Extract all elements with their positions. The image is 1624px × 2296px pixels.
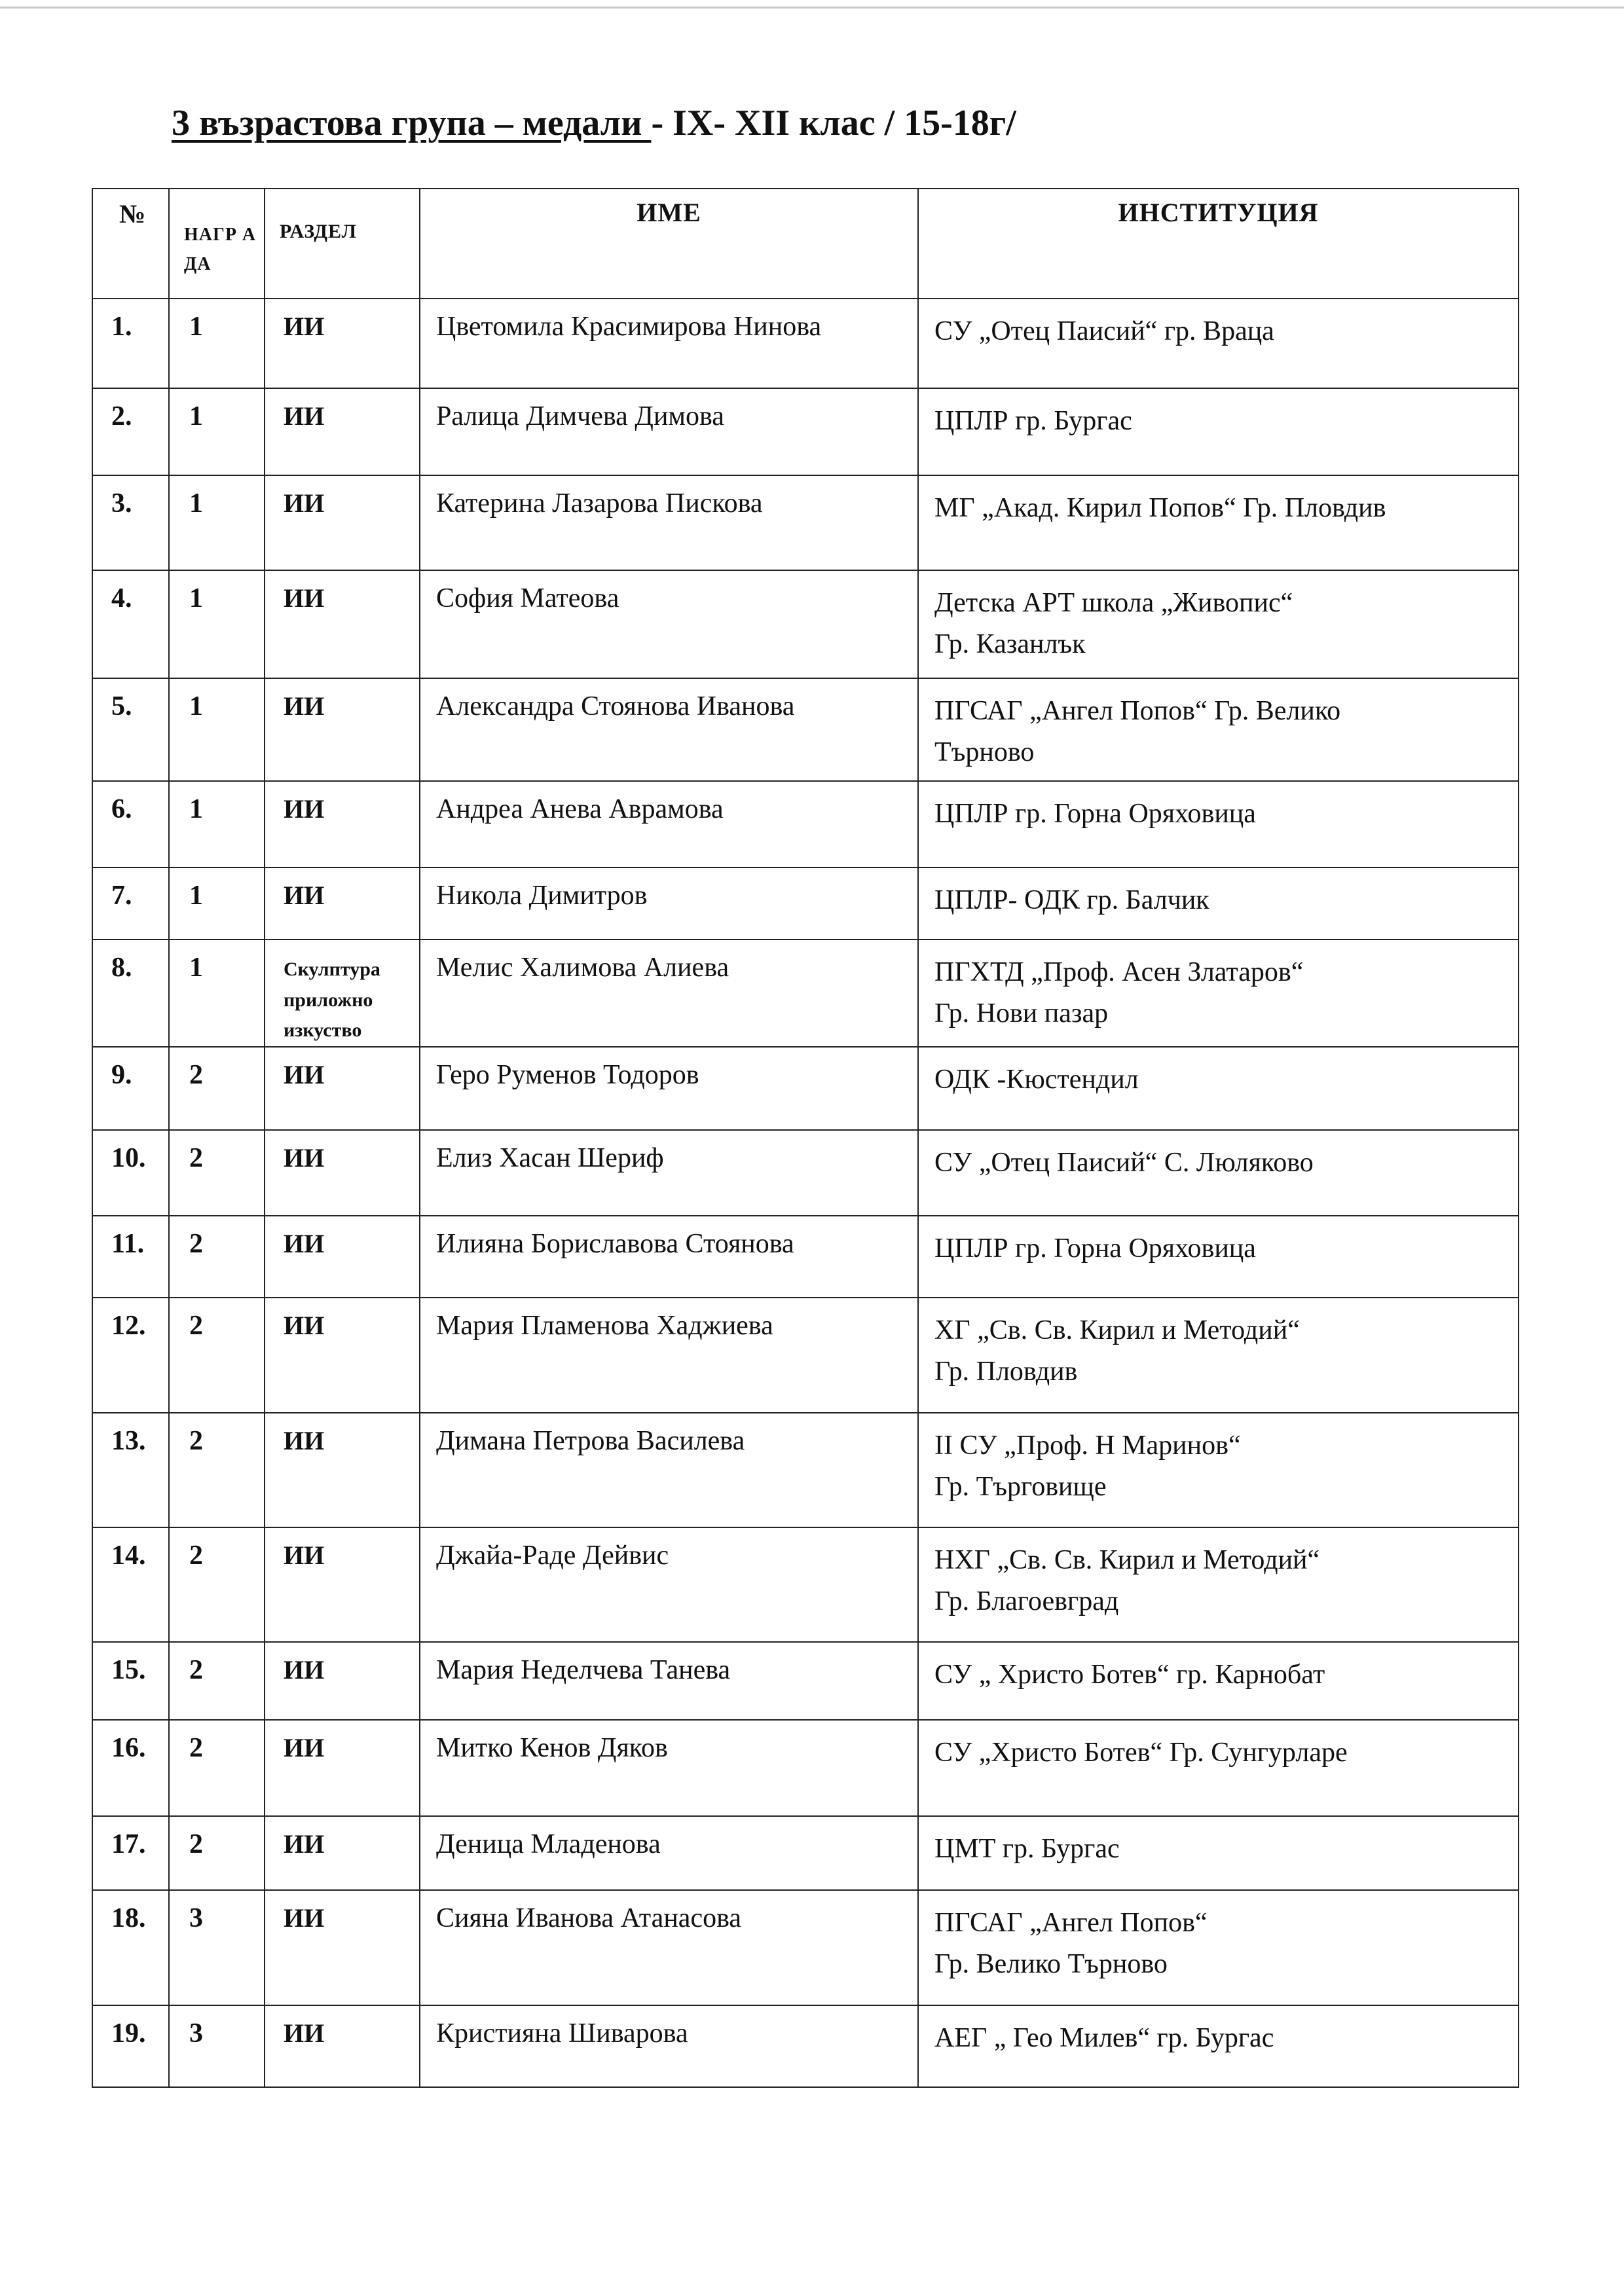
institution-line: МГ „Акад. Кирил Попов“ Гр. Пловдив <box>934 493 1386 523</box>
row-institution <box>918 867 1519 939</box>
row-section: ИИ <box>265 475 420 570</box>
table-row <box>92 678 1519 781</box>
institution-line: ЦМТ гр. Бургас <box>934 1833 1120 1864</box>
institution-line: АЕГ „ Гео Милев“ гр. Бургас <box>934 2022 1274 2053</box>
row-institution <box>918 1413 1519 1527</box>
row-section: ИИ <box>265 1642 420 1720</box>
row-name: София Матеова <box>420 570 918 678</box>
row-institution <box>918 1642 1519 1720</box>
row-number: 1. <box>92 299 169 388</box>
table-row <box>92 1642 1519 1720</box>
row-award: 2 <box>169 1527 265 1642</box>
institution-line: Гр. Казанлък <box>934 629 1086 659</box>
row-name: Илияна Бориславова Стоянова <box>420 1216 918 1298</box>
row-section: ИИ <box>265 299 420 388</box>
row-name: Деница Младенова <box>420 1816 918 1890</box>
row-award: 2 <box>169 1216 265 1298</box>
row-number: 2. <box>92 388 169 475</box>
institution-line: Детска АРТ школа „Живопис“ <box>934 588 1293 618</box>
title-underlined-part: 3 възрастова група – медали <box>172 103 652 143</box>
row-award: 1 <box>169 867 265 939</box>
row-name: Александра Стоянова Иванова <box>420 678 918 781</box>
row-number: 6. <box>92 781 169 867</box>
row-name: Мария Неделчева Танева <box>420 1642 918 1720</box>
row-institution <box>918 475 1519 570</box>
row-institution <box>918 1720 1519 1816</box>
institution-line: ЦПЛР- ОДК гр. Балчик <box>934 885 1209 915</box>
institution-line: СУ „Отец Паисий“ гр. Враца <box>934 316 1274 346</box>
row-award: 2 <box>169 1642 265 1720</box>
row-number: 7. <box>92 867 169 939</box>
row-award: 1 <box>169 939 265 1047</box>
institution-line: СУ „Отец Паисий“ С. Люляково <box>934 1147 1314 1178</box>
row-number: 12. <box>92 1298 169 1413</box>
row-award: 2 <box>169 1720 265 1816</box>
row-award: 1 <box>169 388 265 475</box>
row-award: 1 <box>169 475 265 570</box>
row-institution <box>918 1890 1519 2005</box>
row-number: 11. <box>92 1216 169 1298</box>
row-section: ИИ <box>265 1413 420 1527</box>
table-row <box>92 299 1519 388</box>
row-institution <box>918 1130 1519 1216</box>
header-number: № <box>92 189 169 299</box>
row-name: Елиз Хасан Шериф <box>420 1130 918 1216</box>
row-section: ИИ <box>265 1816 420 1890</box>
row-name: Димана Петрова Василева <box>420 1413 918 1527</box>
table-row <box>92 1130 1519 1216</box>
row-institution <box>918 570 1519 678</box>
row-name: Мелис Халимова Алиева <box>420 939 918 1047</box>
row-section: ИИ <box>265 2005 420 2087</box>
row-number: 9. <box>92 1047 169 1130</box>
row-name: Ралица Димчева Димова <box>420 388 918 475</box>
row-institution <box>918 299 1519 388</box>
row-number: 5. <box>92 678 169 781</box>
row-institution <box>918 939 1519 1047</box>
institution-line: Гр. Пловдив <box>934 1356 1078 1387</box>
row-number: 4. <box>92 570 169 678</box>
institution-line: ПГСАГ „Ангел Попов“ Гр. Велико <box>934 696 1341 726</box>
row-institution <box>918 2005 1519 2087</box>
row-section: Скулптура приложно изкуство <box>265 939 420 1047</box>
table-row <box>92 1047 1519 1130</box>
row-number: 18. <box>92 1890 169 2005</box>
row-institution <box>918 781 1519 867</box>
row-section: ИИ <box>265 1527 420 1642</box>
row-section: ИИ <box>265 1130 420 1216</box>
table-row <box>92 1216 1519 1298</box>
row-section: ИИ <box>265 570 420 678</box>
row-number: 15. <box>92 1642 169 1720</box>
row-name: Сияна Иванова Атанасова <box>420 1890 918 2005</box>
table-body <box>92 299 1519 2087</box>
institution-line: ХГ „Св. Св. Кирил и Методий“ <box>934 1315 1300 1345</box>
table-row <box>92 1413 1519 1527</box>
row-award: 2 <box>169 1816 265 1890</box>
row-section: ИИ <box>265 1720 420 1816</box>
row-number: 13. <box>92 1413 169 1527</box>
table-row <box>92 1720 1519 1816</box>
table-row <box>92 1890 1519 2005</box>
row-section: ИИ <box>265 781 420 867</box>
row-number: 14. <box>92 1527 169 1642</box>
row-institution <box>918 388 1519 475</box>
row-name: Геро Руменов Тодоров <box>420 1047 918 1130</box>
institution-line: Търново <box>934 737 1035 767</box>
row-name: Катерина Лазарова Пискова <box>420 475 918 570</box>
row-institution <box>918 1047 1519 1130</box>
row-name: Андреа Анева Аврамова <box>420 781 918 867</box>
institution-line: Гр. Благоевград <box>934 1586 1119 1616</box>
header-section: РАЗДЕЛ <box>265 189 420 299</box>
institution-line: II СУ „Проф. Н Маринов“ <box>934 1430 1241 1461</box>
row-section: ИИ <box>265 388 420 475</box>
institution-line: СУ „Христо Ботев“ Гр. Сунгурларе <box>934 1737 1348 1768</box>
institution-line: ЦПЛР гр. Горна Оряховица <box>934 799 1256 829</box>
table-row <box>92 1527 1519 1642</box>
row-award: 1 <box>169 678 265 781</box>
table-header-row <box>92 189 1519 299</box>
table-row <box>92 2005 1519 2087</box>
row-name: Джайа-Раде Дейвис <box>420 1527 918 1642</box>
row-section: ИИ <box>265 678 420 781</box>
row-award: 3 <box>169 2005 265 2087</box>
row-award: 1 <box>169 299 265 388</box>
row-section: ИИ <box>265 1298 420 1413</box>
row-name: Никола Димитров <box>420 867 918 939</box>
row-number: 19. <box>92 2005 169 2087</box>
institution-line: ЦПЛР гр. Горна Оряховица <box>934 1233 1256 1264</box>
header-name: ИМЕ <box>420 189 918 299</box>
table-row <box>92 388 1519 475</box>
table-row <box>92 867 1519 939</box>
header-institution: ИНСТИТУЦИЯ <box>918 189 1519 299</box>
row-number: 10. <box>92 1130 169 1216</box>
table-row <box>92 1298 1519 1413</box>
header-award: НАГР А ДА <box>169 189 265 299</box>
row-name: Митко Кенов Дяков <box>420 1720 918 1816</box>
row-award: 1 <box>169 570 265 678</box>
table-row <box>92 781 1519 867</box>
row-name: Мария Пламенова Хаджиева <box>420 1298 918 1413</box>
row-institution <box>918 678 1519 781</box>
institution-line: Гр. Велико Търново <box>934 1948 1168 1979</box>
page-title <box>172 103 1016 144</box>
page-top-edge <box>0 7 1624 9</box>
row-award: 3 <box>169 1890 265 2005</box>
row-institution <box>918 1527 1519 1642</box>
table-row <box>92 475 1519 570</box>
row-institution <box>918 1816 1519 1890</box>
row-institution <box>918 1298 1519 1413</box>
row-award: 2 <box>169 1047 265 1130</box>
row-award: 2 <box>169 1130 265 1216</box>
row-section: ИИ <box>265 867 420 939</box>
institution-line: ПГСАГ „Ангел Попов“ <box>934 1907 1208 1938</box>
row-award: 1 <box>169 781 265 867</box>
institution-line: СУ „ Христо Ботев“ гр. Карнобат <box>934 1659 1325 1690</box>
row-award: 2 <box>169 1298 265 1413</box>
row-section: ИИ <box>265 1890 420 2005</box>
row-institution <box>918 1216 1519 1298</box>
row-section: ИИ <box>265 1216 420 1298</box>
awards-table <box>92 188 1519 2088</box>
table-row <box>92 570 1519 678</box>
row-number: 17. <box>92 1816 169 1890</box>
row-number: 16. <box>92 1720 169 1816</box>
row-name: Кристияна Шиварова <box>420 2005 918 2087</box>
institution-line: ПГХТД „Проф. Асен Златаров“ <box>934 957 1304 987</box>
table-row <box>92 939 1519 1047</box>
title-class-range: - IX- XII клас / 15-18г/ <box>651 103 1016 143</box>
row-number: 3. <box>92 475 169 570</box>
institution-line: ЦПЛР гр. Бургас <box>934 406 1132 436</box>
row-number: 8. <box>92 939 169 1047</box>
institution-line: Гр. Търговище <box>934 1471 1107 1502</box>
institution-line: НХГ „Св. Св. Кирил и Методий“ <box>934 1544 1320 1575</box>
row-name: Цветомила Красимирова Нинова <box>420 299 918 388</box>
institution-line: ОДК -Кюстендил <box>934 1064 1139 1095</box>
row-section: ИИ <box>265 1047 420 1130</box>
row-award: 2 <box>169 1413 265 1527</box>
table-row <box>92 1816 1519 1890</box>
institution-line: Гр. Нови пазар <box>934 998 1109 1029</box>
